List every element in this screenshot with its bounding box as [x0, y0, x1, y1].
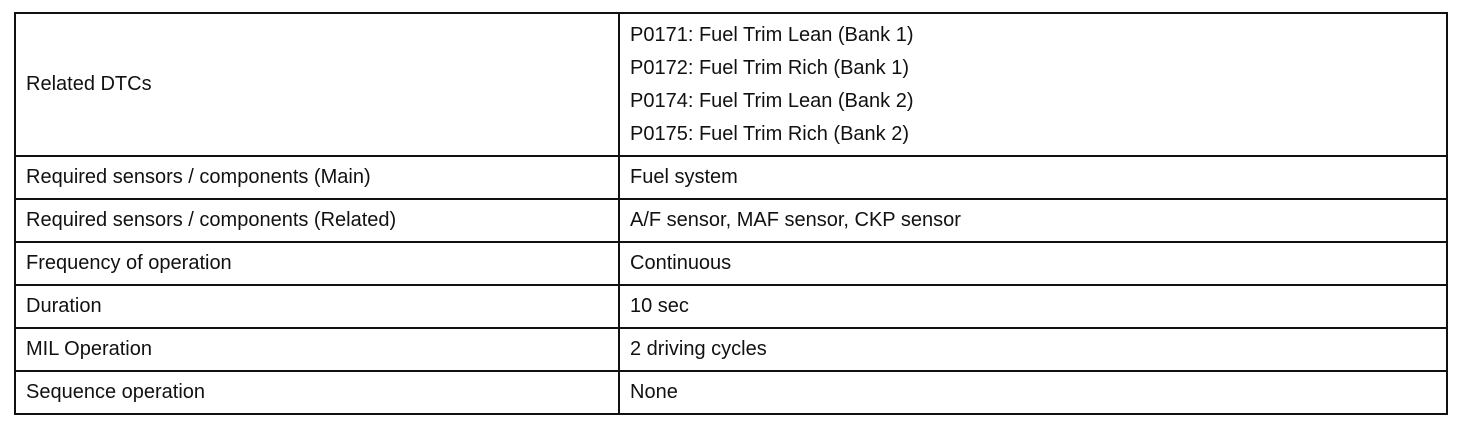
row-value: A/F sensor, MAF sensor, CKP sensor — [619, 199, 1447, 242]
row-label: Required sensors / components (Main) — [15, 156, 619, 199]
table-row — [15, 371, 1447, 414]
row-value: Continuous — [619, 242, 1447, 285]
dtc-item: P0174: Fuel Trim Lean (Bank 2) — [630, 89, 914, 112]
table-row — [15, 13, 1447, 156]
row-label: Duration — [15, 285, 619, 328]
row-value: 2 driving cycles — [619, 328, 1447, 371]
table-row — [15, 328, 1447, 371]
dtc-item: P0172: Fuel Trim Rich (Bank 1) — [630, 56, 909, 79]
row-value: Fuel system — [619, 156, 1447, 199]
dtc-item: P0171: Fuel Trim Lean (Bank 1) — [630, 23, 914, 46]
row-label: MIL Operation — [15, 328, 619, 371]
table-row — [15, 199, 1447, 242]
table-row — [15, 285, 1447, 328]
dtc-list — [619, 13, 1447, 156]
table-row — [15, 156, 1447, 199]
table-row — [15, 242, 1447, 285]
row-label: Related DTCs — [15, 13, 619, 156]
row-label: Frequency of operation — [15, 242, 619, 285]
row-label: Required sensors / components (Related) — [15, 199, 619, 242]
row-value: None — [619, 371, 1447, 414]
dtc-item: P0175: Fuel Trim Rich (Bank 2) — [630, 122, 909, 145]
row-label: Sequence operation — [15, 371, 619, 414]
row-value: 10 sec — [619, 285, 1447, 328]
monitor-spec-table — [14, 12, 1448, 415]
